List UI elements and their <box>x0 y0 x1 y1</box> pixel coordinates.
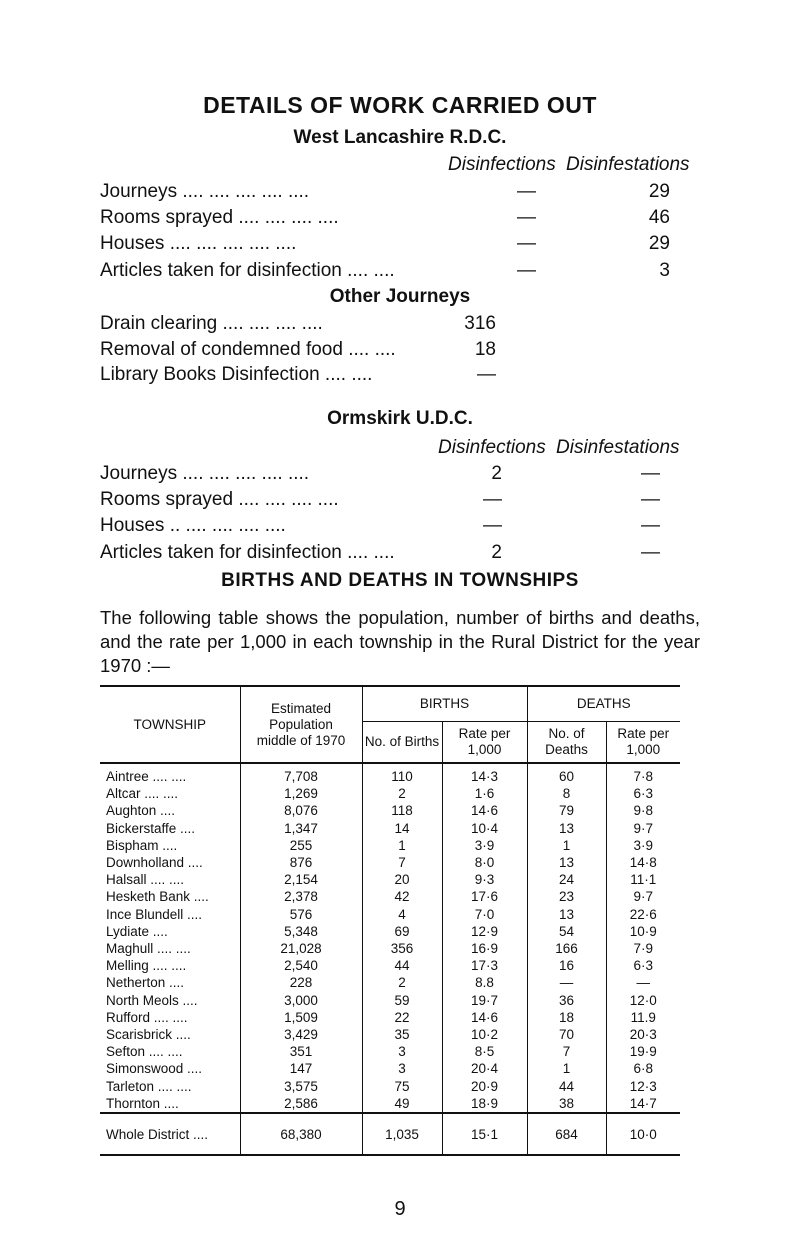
death-rate: 7·9 <box>633 941 653 957</box>
total-row <box>100 1113 680 1155</box>
death-rate: 9·8 <box>633 803 653 819</box>
birth-rate: 8·5 <box>442 1043 527 1060</box>
deaths: 79 <box>527 802 606 819</box>
births: 118 <box>362 802 442 819</box>
births: 3 <box>362 1060 442 1077</box>
township-name: Aughton .... <box>100 802 240 819</box>
deaths: — <box>527 974 606 991</box>
table-row <box>100 974 680 991</box>
births: 35 <box>362 1026 442 1043</box>
west-row <box>100 207 700 231</box>
death-rate: 12·0 <box>629 992 657 1008</box>
table-row <box>100 1060 680 1077</box>
township-name: Scarisbrick .... <box>100 1026 240 1043</box>
west-row <box>100 233 700 257</box>
deaths: 13 <box>527 854 606 871</box>
table-row <box>100 837 680 854</box>
row-disinfestations: — <box>641 542 660 563</box>
other-journey-row <box>100 339 700 363</box>
row-label: Library Books Disinfection .... .... <box>100 364 373 385</box>
population: 5,348 <box>240 923 362 940</box>
births: 4 <box>362 906 442 923</box>
row-disinfections: — <box>517 181 536 202</box>
row-disinfections: — <box>517 260 536 281</box>
total-birth-rate: 15·1 <box>442 1113 527 1155</box>
main-title: DETAILS OF WORK CARRIED OUT <box>203 92 597 118</box>
birth-rate: 3·9 <box>442 837 527 854</box>
birth-rate: 7·0 <box>442 906 527 923</box>
births: 42 <box>362 888 442 905</box>
header-deaths: DEATHS <box>527 686 680 722</box>
row-disinfections: — <box>517 233 536 254</box>
row-label: Houses .. .... .... .... .... <box>100 515 286 536</box>
table-row <box>100 1026 680 1043</box>
deaths: 54 <box>527 923 606 940</box>
deaths: 36 <box>527 992 606 1009</box>
table-row <box>100 888 680 905</box>
west-row <box>100 181 700 205</box>
births: 7 <box>362 854 442 871</box>
row-value: — <box>477 364 496 385</box>
births: 59 <box>362 992 442 1009</box>
township-name: Altcar .... .... <box>100 785 240 802</box>
birth-rate: 17·3 <box>442 957 527 974</box>
row-label: Articles taken for disinfection .... .... <box>100 542 395 563</box>
row-label: Removal of condemned food .... .... <box>100 339 396 360</box>
death-rate: 12·3 <box>629 1078 657 1094</box>
west-col-disinfections: Disinfections <box>448 154 556 175</box>
table-row <box>100 802 680 819</box>
death-rate: 14·7 <box>629 1095 657 1111</box>
birth-rate: 20·4 <box>442 1060 527 1077</box>
header-births: BIRTHS <box>362 686 527 722</box>
deaths: 8 <box>527 785 606 802</box>
row-disinfections: — <box>483 489 502 510</box>
death-rate: 11.9 <box>630 1009 656 1025</box>
birth-rate: 9·3 <box>442 871 527 888</box>
row-label: Drain clearing .... .... .... .... <box>100 313 323 334</box>
township-name: Downholland .... <box>100 854 240 871</box>
births: 20 <box>362 871 442 888</box>
row-disinfestations: 29 <box>648 233 670 254</box>
deaths: 23 <box>527 888 606 905</box>
row-label: Journeys .... .... .... .... .... <box>100 463 310 484</box>
population: 576 <box>240 906 362 923</box>
births: 75 <box>362 1078 442 1095</box>
table-row <box>100 1078 680 1095</box>
birth-rate: 10·4 <box>442 820 527 837</box>
deaths: 18 <box>527 1009 606 1026</box>
table-row <box>100 992 680 1009</box>
births: 2 <box>362 974 442 991</box>
row-disinfestations: 46 <box>648 207 670 228</box>
west-col-disinfestations: Disinfestations <box>566 154 690 175</box>
other-journey-row <box>100 313 700 337</box>
death-rate: 3·9 <box>633 837 653 853</box>
death-rate: 19·9 <box>629 1044 657 1060</box>
header-death-rate: Rate per 1,000 <box>617 726 670 757</box>
township-name: Halsall .... .... <box>100 871 240 888</box>
table-row <box>100 1009 680 1026</box>
birth-rate: 14·3 <box>442 763 527 785</box>
page-number: 9 <box>394 1198 406 1220</box>
total-deaths: 684 <box>527 1113 606 1155</box>
row-disinfestations: — <box>641 489 660 510</box>
death-rate: 6·3 <box>633 958 653 974</box>
births: 69 <box>362 923 442 940</box>
birth-rate: 18·9 <box>442 1095 527 1113</box>
table-row <box>100 923 680 940</box>
township-table <box>100 685 680 1156</box>
header-no-births: No. of Births <box>362 722 442 764</box>
row-label: Rooms sprayed .... .... .... .... <box>100 489 339 510</box>
total-death-rate: 10·0 <box>606 1113 680 1155</box>
death-rate: 6·3 <box>633 786 653 802</box>
population: 228 <box>240 974 362 991</box>
birth-rate: 12·9 <box>442 923 527 940</box>
death-rate: 11·1 <box>630 872 657 888</box>
birth-rate: 20·9 <box>442 1078 527 1095</box>
birth-rate: 1·6 <box>442 785 527 802</box>
row-label: Journeys .... .... .... .... .... <box>100 181 310 202</box>
deaths: 1 <box>527 1060 606 1077</box>
intro-paragraph: The following table shows the population, number of births and deaths, and the rate per 1,000 in each township in the Rural District for the year 1970 :— <box>100 607 700 676</box>
township-name: Aintree .... .... <box>100 763 240 785</box>
row-label: Rooms sprayed .... .... .... .... <box>100 207 339 228</box>
row-disinfestations: — <box>641 463 660 484</box>
population: 7,708 <box>240 763 362 785</box>
row-value: 316 <box>464 313 496 334</box>
row-label: Houses .... .... .... .... .... <box>100 233 297 254</box>
table-row <box>100 1095 680 1113</box>
population: 2,540 <box>240 957 362 974</box>
township-name: Melling .... .... <box>100 957 240 974</box>
township-name: Bickerstaffe .... <box>100 820 240 837</box>
birth-rate: 14·6 <box>442 1009 527 1026</box>
township-name: Ince Blundell .... <box>100 906 240 923</box>
header-no-deaths: No. of Deaths <box>527 722 606 764</box>
births: 49 <box>362 1095 442 1113</box>
birth-rate: 8.8 <box>442 974 527 991</box>
births-deaths-title: BIRTHS AND DEATHS IN TOWNSHIPS <box>221 570 579 591</box>
total-pop: 68,380 <box>240 1113 362 1155</box>
row-disinfestations: 3 <box>659 260 670 281</box>
other-journeys-title: Other Journeys <box>329 286 471 307</box>
deaths: 7 <box>527 1043 606 1060</box>
ormskirk-col-disinfections: Disinfections <box>438 437 546 458</box>
township-name: Simonswood .... <box>100 1060 240 1077</box>
township-name: Netherton .... <box>100 974 240 991</box>
population: 2,154 <box>240 871 362 888</box>
header-township: TOWNSHIP <box>100 686 240 763</box>
death-rate: 6·8 <box>633 1061 653 1077</box>
birth-rate: 17·6 <box>442 888 527 905</box>
population: 3,429 <box>240 1026 362 1043</box>
population: 2,378 <box>240 888 362 905</box>
population: 1,269 <box>240 785 362 802</box>
deaths: 1 <box>527 837 606 854</box>
deaths: 24 <box>527 871 606 888</box>
population: 8,076 <box>240 802 362 819</box>
row-disinfections: 2 <box>491 463 502 484</box>
deaths: 166 <box>527 940 606 957</box>
township-name: Hesketh Bank .... <box>100 888 240 905</box>
population: 3,575 <box>240 1078 362 1095</box>
death-rate: — <box>636 975 650 991</box>
birth-rate: 10·2 <box>442 1026 527 1043</box>
table-row <box>100 763 680 785</box>
deaths: 70 <box>527 1026 606 1043</box>
table-row <box>100 785 680 802</box>
births: 110 <box>362 763 442 785</box>
header-birth-rate: Rate per 1,000 <box>442 722 527 764</box>
birth-rate: 16·9 <box>442 940 527 957</box>
population: 351 <box>240 1043 362 1060</box>
row-disinfections: — <box>483 515 502 536</box>
row-disinfections: 2 <box>491 542 502 563</box>
table-row <box>100 957 680 974</box>
death-rate: 9·7 <box>633 820 653 836</box>
township-name: North Meols .... <box>100 992 240 1009</box>
birth-rate: 8·0 <box>442 854 527 871</box>
row-disinfections: — <box>517 207 536 228</box>
west-lancashire-title: West Lancashire R.D.C. <box>293 127 507 148</box>
row-disinfestations: — <box>641 515 660 536</box>
row-value: 18 <box>474 339 496 360</box>
population: 876 <box>240 854 362 871</box>
death-rate: 10·9 <box>629 923 657 939</box>
birth-rate: 19·7 <box>442 992 527 1009</box>
births: 14 <box>362 820 442 837</box>
population: 3,000 <box>240 992 362 1009</box>
table-row <box>100 940 680 957</box>
row-label: Articles taken for disinfection .... .... <box>100 260 395 281</box>
death-rate: 7·8 <box>633 769 653 784</box>
births: 356 <box>362 940 442 957</box>
population: 21,028 <box>240 940 362 957</box>
header-population: Estimated Population middle of 1970 <box>240 686 362 763</box>
ormskirk-col-disinfestations: Disinfestations <box>556 437 680 458</box>
township-name: Lydiate .... <box>100 923 240 940</box>
ormskirk-row <box>100 542 700 566</box>
population: 1,347 <box>240 820 362 837</box>
births: 3 <box>362 1043 442 1060</box>
death-rate: 22·6 <box>629 906 657 922</box>
township-name: Tarleton .... .... <box>100 1078 240 1095</box>
deaths: 44 <box>527 1078 606 1095</box>
township-name: Sefton .... .... <box>100 1043 240 1060</box>
death-rate: 9·7 <box>633 889 653 905</box>
total-births: 1,035 <box>362 1113 442 1155</box>
west-row <box>100 260 700 284</box>
deaths: 13 <box>527 820 606 837</box>
population: 147 <box>240 1060 362 1077</box>
ormskirk-row <box>100 463 700 487</box>
township-name: Maghull .... .... <box>100 940 240 957</box>
row-disinfestations: 29 <box>648 181 670 202</box>
table-row <box>100 1043 680 1060</box>
total-name: Whole District .... <box>100 1113 240 1155</box>
population: 2,586 <box>240 1095 362 1113</box>
birth-rate: 14·6 <box>442 802 527 819</box>
table-row <box>100 854 680 871</box>
births: 2 <box>362 785 442 802</box>
township-name: Rufford .... .... <box>100 1009 240 1026</box>
births: 1 <box>362 837 442 854</box>
table-row <box>100 871 680 888</box>
table-row <box>100 820 680 837</box>
ormskirk-row <box>100 515 700 539</box>
births: 44 <box>362 957 442 974</box>
births: 22 <box>362 1009 442 1026</box>
deaths: 38 <box>527 1095 606 1113</box>
ormskirk-title: Ormskirk U.D.C. <box>327 408 473 429</box>
other-journey-row <box>100 364 700 388</box>
population: 1,509 <box>240 1009 362 1026</box>
township-name: Thornton .... <box>100 1095 240 1113</box>
population: 255 <box>240 837 362 854</box>
death-rate: 20·3 <box>629 1027 657 1043</box>
deaths: 16 <box>527 957 606 974</box>
deaths: 13 <box>527 906 606 923</box>
death-rate: 14·8 <box>629 855 657 871</box>
table-row <box>100 906 680 923</box>
township-name: Bispham .... <box>100 837 240 854</box>
deaths: 60 <box>527 763 606 785</box>
ormskirk-row <box>100 489 700 513</box>
